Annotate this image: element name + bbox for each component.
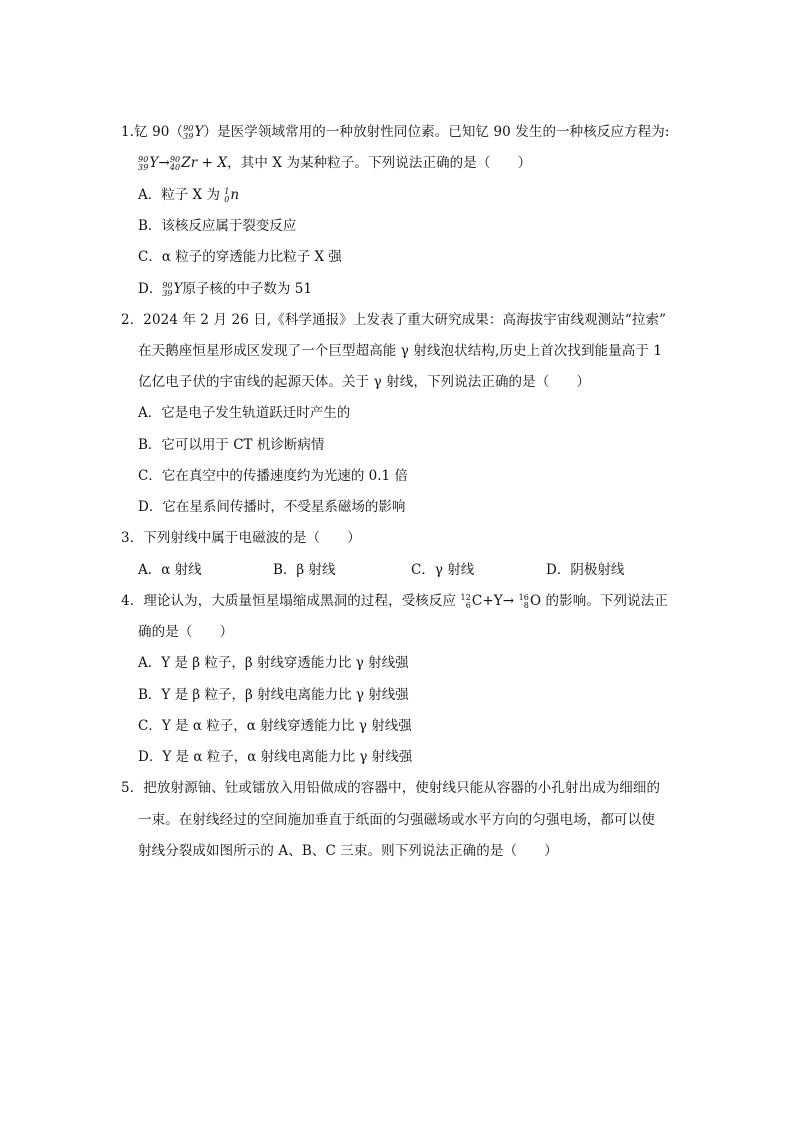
question-2-line-2: 在天鹅座恒星形成区发现了一个巨型超高能 γ 射线泡状结构,历史上首次找到能量高于 1 <box>138 343 663 359</box>
question-2-line-1: 2．2024 年 2 月 26 日,《科学通报》上发表了重大研究成果：高海拔宇宙线观测站“拉索” <box>121 312 667 328</box>
q3-option-c: C．γ 射线 <box>411 562 475 578</box>
q1-option-b: B．该核反应属于裂变反应 <box>138 218 297 234</box>
q4-option-b: B．Y 是 β 粒子，β 射线电离能力比 γ 射线强 <box>138 687 409 703</box>
q3-option-d: D．阴极射线 <box>546 562 625 578</box>
q3-option-a: A．α 射线 <box>138 562 202 578</box>
question-3-line-1: 3．下列射线中属于电磁波的是（ ） <box>121 530 361 546</box>
question-5-line-1: 5．把放射源铀、钍或镭放入用铅做成的容器中，使射线只能从容器的小孔射出成为细细的 <box>121 780 661 796</box>
reactant-symbol: Y <box>149 155 159 171</box>
question-1-text-b: ）是医学领域常用的一种放射性同位素。已知钇 90 发生的一种核反应方程为: <box>203 124 670 140</box>
isotope-symbol: Y <box>194 124 204 140</box>
question-1-line-1 <box>121 123 670 141</box>
question-4-line-1: 4．理论认为，大质量恒星塌缩成黑洞的过程，受核反应 12 6 C+Y→ 16 8 O 的影响。下列说法正 <box>121 592 668 610</box>
q3-option-b: B．β 射线 <box>273 562 336 578</box>
q2-option-a: A．它是电子发生轨道跃迁时产生的 <box>138 405 351 421</box>
question-5-number: 5． <box>121 780 144 796</box>
question-1-text-c: ，其中 X 为某种粒子。下列说法正确的是（ ） <box>227 155 532 171</box>
q1-option-d: D． 90 39 Y原子核的中子数为 51 <box>138 280 312 298</box>
q1-option-a: A．粒子 X 为 1 0 n <box>138 186 240 204</box>
question-4-line-2: 确的是（ ） <box>138 624 234 640</box>
isotope-c12: 12 6 <box>460 592 471 610</box>
question-5-line-3: 射线分裂成如图所示的 A、B、C 三束。则下列说法正确的是（ ） <box>138 843 558 859</box>
question-2-number: 2． <box>121 312 144 328</box>
neutron-symbol: n <box>230 187 240 203</box>
neutron-isotope: 1 0 <box>224 186 230 204</box>
q4-option-d: D．Y 是 α 粒子，α 射线电离能力比 γ 射线强 <box>138 749 413 765</box>
q2-option-d: D．它在星系间传播时，不受星系磁场的影响 <box>138 499 406 515</box>
isotope-y90-option: 90 39 <box>162 280 173 298</box>
q4-option-c: C．Y 是 α 粒子，α 射线穿透能力比 γ 射线强 <box>138 718 412 734</box>
q2-option-b: B．它可以用于 CT 机诊断病情 <box>138 437 325 453</box>
question-2-line-3: 亿亿电子伏的宇宙线的起源天体。关于 γ 射线，下列说法正确的是（ ） <box>138 374 591 390</box>
isotope-o16: 16 8 <box>518 592 529 610</box>
question-3-number: 3． <box>121 530 144 546</box>
q4-option-a: A．Y 是 β 粒子，β 射线穿透能力比 γ 射线强 <box>138 655 409 671</box>
question-1-line-2 <box>138 154 531 172</box>
isotope-y90-reactant: 90 39 <box>138 154 149 172</box>
q1-option-c: C．α 粒子的穿透能力比粒子 X 强 <box>138 249 342 265</box>
product-symbol: Zr <box>181 155 198 171</box>
question-4-number: 4． <box>121 593 144 609</box>
q2-option-c: C．它在真空中的传播速度约为光速的 0.1 倍 <box>138 468 408 484</box>
question-1-number: 1. <box>121 124 135 140</box>
question-1-text-a: 钇 90（ <box>134 124 184 140</box>
reaction-arrow: → <box>158 155 170 171</box>
isotope-y90: 90 39 <box>183 123 194 141</box>
product-x: + X <box>197 155 228 171</box>
isotope-zr90: 90 40 <box>169 154 181 172</box>
question-5-line-2: 一束。在射线经过的空间施加垂直于纸面的匀强磁场或水平方向的匀强电场，都可以使 <box>138 812 655 828</box>
